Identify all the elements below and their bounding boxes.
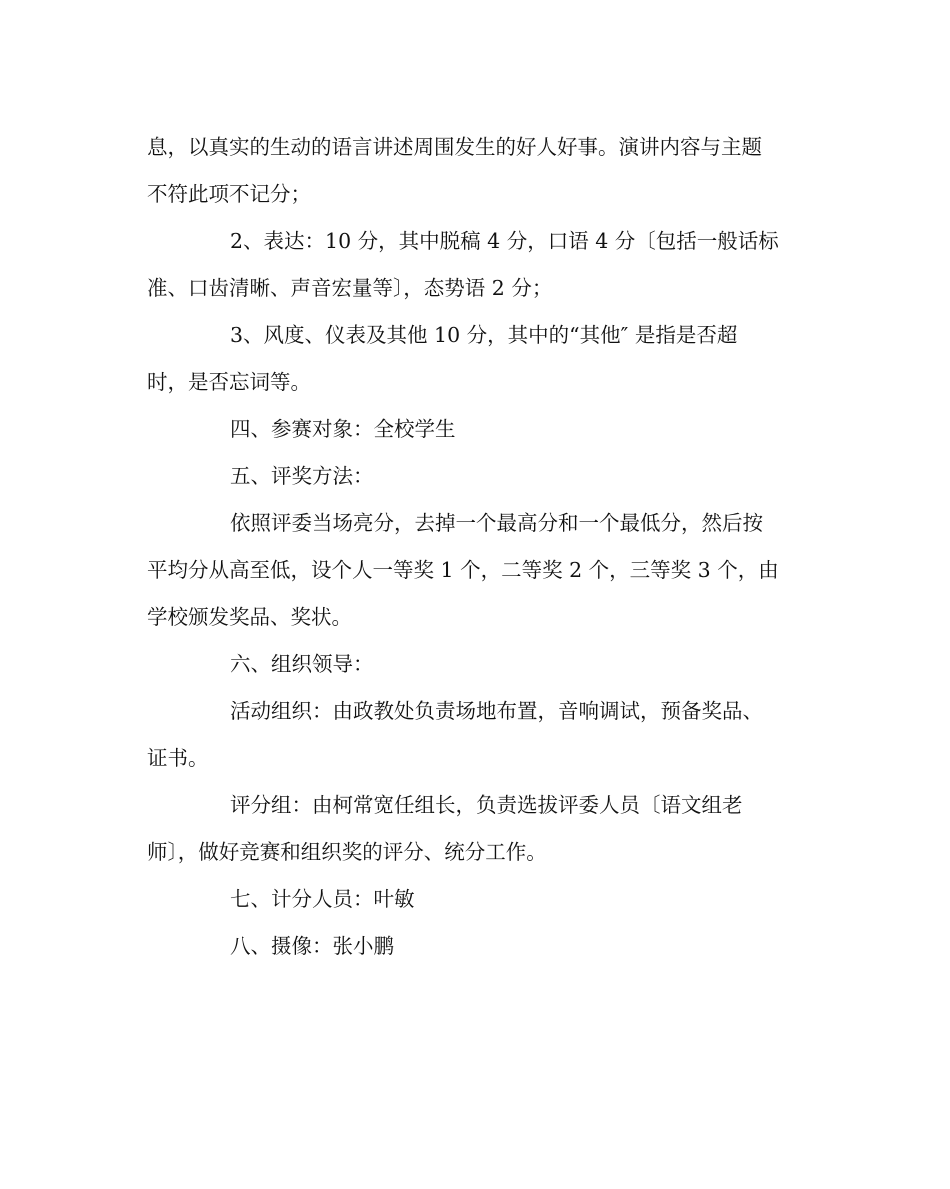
text-line-9: 依照评委当场亮分，去掉一个最高分和一个最低分，然后按 — [230, 511, 763, 535]
text-line-16: 师〕，做好竞赛和组织奖的评分、统分工作。 — [147, 840, 547, 864]
text-line-10: 平均分从高至低，设个人一等奖 1 个，二等奖 2 个，三等奖 3 个，由 — [147, 558, 779, 582]
text-line-15: 评分组：由柯常宽任组长，负责选拔评委人员〔语文组老 — [230, 793, 743, 817]
text-line-1: 息，以真实的生动的语言讲述周围发生的好人好事。演讲内容与主题 — [147, 135, 762, 159]
text-line-17: 七、计分人员：叶敏 — [230, 887, 415, 911]
text-line-12: 六、组织领导： — [230, 652, 374, 676]
text-line-3: 2、表达：10 分，其中脱稿 4 分，口语 4 分〔包括一般话标 — [230, 229, 779, 253]
text-line-8: 五、评奖方法： — [230, 464, 374, 488]
text-line-13: 活动组织：由政教处负责场地布置，音响调试，预备奖品、 — [230, 699, 763, 723]
text-line-2: 不符此项不记分； — [147, 182, 311, 206]
text-line-4: 准、口齿清晰、声音宏量等〕，态势语 2 分； — [147, 276, 553, 300]
text-line-18: 八、摄像：张小鹏 — [230, 934, 394, 958]
text-line-14: 证书。 — [147, 746, 209, 770]
text-line-5: 3、风度、仪表及其他 10 分，其中的“其他″ 是指是否超 — [230, 323, 738, 347]
text-line-6: 时，是否忘词等。 — [147, 370, 311, 394]
text-line-11: 学校颁发奖品、奖状。 — [147, 605, 352, 629]
document-body — [147, 124, 807, 970]
text-line-7: 四、参赛对象：全校学生 — [230, 417, 456, 441]
